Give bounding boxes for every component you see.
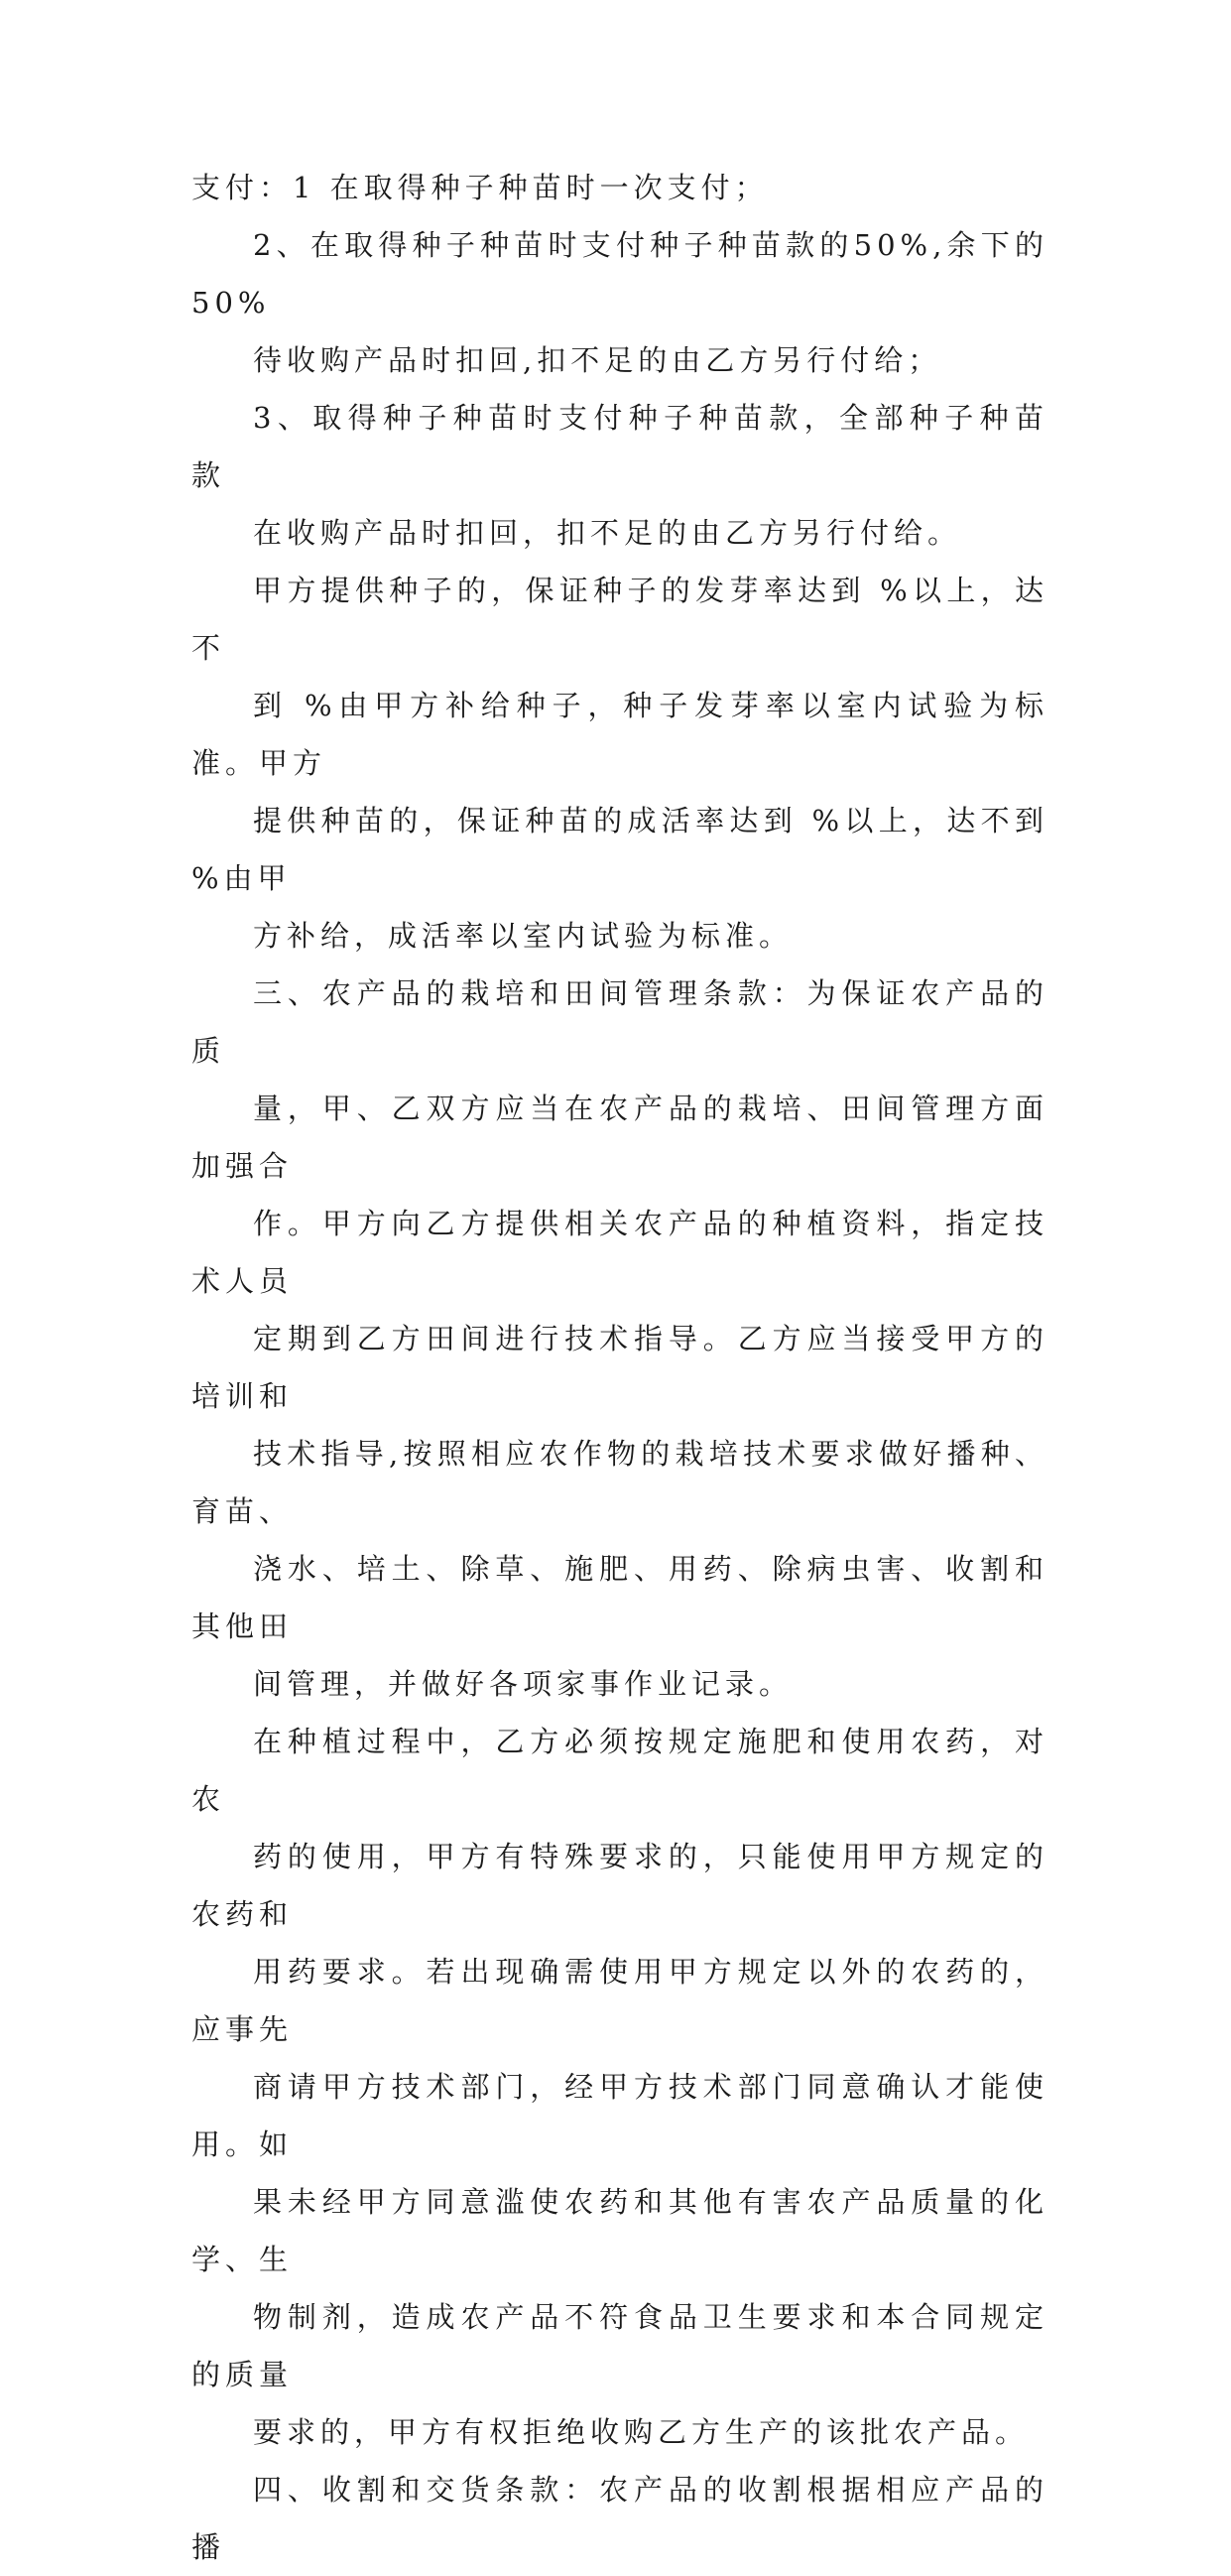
text-line: 提供种苗的，保证种苗的成活率达到 %以上，达不到 %由甲 xyxy=(191,804,1048,895)
text-line: 3、取得种子种苗时支付种子种苗款，全部种子种苗款 xyxy=(191,401,1048,492)
text-line: 量，甲、乙双方应当在农产品的栽培、田间管理方面加强合 xyxy=(191,1092,1048,1183)
text-line: 用药要求。若出现确需使用甲方规定以外的农药的，应事先 xyxy=(191,1955,1048,2046)
text-line: 技术指导,按照相应农作物的栽培技术要求做好播种、育苗、 xyxy=(191,1437,1048,1528)
text-line: 商请甲方技术部门，经甲方技术部门同意确认才能使用。如 xyxy=(191,2070,1048,2161)
paragraph-pesticide-use xyxy=(191,1713,1048,2461)
text-line: 作。甲方向乙方提供相关农产品的种植资料，指定技术人员 xyxy=(191,1207,1048,1298)
text-line: 到 %由甲方补给种子，种子发芽率以室内试验为标准。甲方 xyxy=(191,689,1048,780)
paragraph-germination-rate xyxy=(191,562,1048,965)
paragraph-section-4-harvest xyxy=(191,2461,1048,2576)
text-line: 间管理，并做好各项家事作业记录。 xyxy=(253,1667,794,1701)
paragraph-payment-2 xyxy=(191,216,1048,389)
text-line: 要求的，甲方有权拒绝收购乙方生产的该批农产品。 xyxy=(253,2415,1030,2449)
text-line: 定期到乙方田间进行技术指导。乙方应当接受甲方的培训和 xyxy=(191,1322,1048,1413)
document-body xyxy=(191,159,1048,2576)
paragraph-section-3-cultivation xyxy=(191,965,1048,1713)
text-line: 物制剂，造成农产品不符食品卫生要求和本合同规定的质量 xyxy=(191,2300,1048,2391)
text-line: 三、农产品的栽培和田间管理条款：为保证农产品的质 xyxy=(191,976,1048,1068)
text-line: 在收购产品时扣回，扣不足的由乙方另行付给。 xyxy=(253,516,962,550)
text-line: 浇水、培土、除草、施肥、用药、除病虫害、收割和其他田 xyxy=(191,1552,1048,1643)
paragraph-payment-1 xyxy=(191,159,1048,216)
text-line: 支付：1 在取得种子种苗时一次支付； xyxy=(191,171,769,204)
text-line: 果未经甲方同意滥使农药和其他有害农产品质量的化学、生 xyxy=(191,2185,1048,2276)
text-line: 药的使用，甲方有特殊要求的，只能使用甲方规定的农药和 xyxy=(191,1840,1048,1931)
text-line: 待收购产品时扣回,扣不足的由乙方另行付给； xyxy=(253,343,942,377)
text-line: 方补给，成活率以室内试验为标准。 xyxy=(253,919,794,953)
text-line: 甲方提供种子的，保证种子的发芽率达到 %以上，达不 xyxy=(191,574,1048,665)
text-line: 2、在取得种子种苗时支付种子种苗款的50%,余下的50% xyxy=(191,228,1048,320)
paragraph-payment-3 xyxy=(191,389,1048,562)
text-line: 四、收割和交货条款：农产品的收割根据相应产品的播 xyxy=(191,2473,1048,2564)
text-line: 在种植过程中，乙方必须按规定施肥和使用农药，对农 xyxy=(191,1725,1048,1816)
